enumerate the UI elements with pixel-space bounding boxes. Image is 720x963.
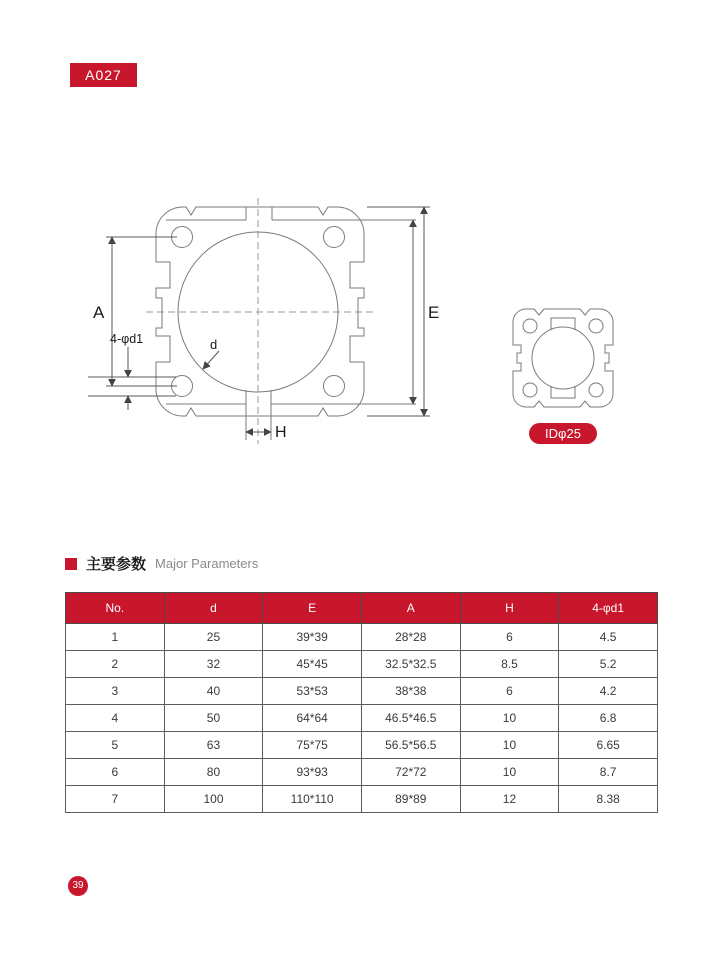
table-cell: 39*39 [263,624,362,651]
table-cell: 6 [66,759,165,786]
table-cell: 28*28 [361,624,460,651]
corner-hole [523,319,537,333]
table-cell: 12 [460,786,559,813]
table-row [66,651,658,678]
table-row [66,678,658,705]
table-row [66,624,658,651]
dimension-label-h: H [275,424,287,441]
table-cell: 4.5 [559,624,658,651]
corner-hole [589,383,603,397]
table-cell: 8.38 [559,786,658,813]
variant-id-badge: IDφ25 [529,423,597,444]
section-bullet-square [65,558,77,570]
column-header: E [263,593,362,624]
small-bore-tabs [551,318,575,398]
table-cell: 8.5 [460,651,559,678]
table-cell: 46.5*46.5 [361,705,460,732]
table-row [66,786,658,813]
table-cell: 25 [164,624,263,651]
table-cell: 3 [66,678,165,705]
table-cell: 72*72 [361,759,460,786]
corner-hole [589,319,603,333]
parameters-table [65,592,658,813]
column-header: H [460,593,559,624]
table-cell: 32.5*32.5 [361,651,460,678]
small-outer-profile-path [513,309,613,407]
table-cell: 6.8 [559,705,658,732]
table-cell: 89*89 [361,786,460,813]
table-cell: 63 [164,732,263,759]
small-bore-circle [532,327,594,389]
column-header: A [361,593,460,624]
table-cell: 80 [164,759,263,786]
table-cell: 10 [460,759,559,786]
table-cell: 2 [66,651,165,678]
column-header: 4-φd1 [559,593,658,624]
table-cell: 40 [164,678,263,705]
table-cell: 6 [460,678,559,705]
table-cell: 38*38 [361,678,460,705]
table-row [66,705,658,732]
table-cell: 75*75 [263,732,362,759]
corner-hole [324,376,345,397]
section-header [65,553,258,574]
parameters-table-wrap [65,592,658,813]
table-cell: 8.7 [559,759,658,786]
page-number-badge: 39 [68,876,88,896]
section-title: 主要参数 [86,556,147,573]
table-cell: 45*45 [263,651,362,678]
table-head [66,593,658,624]
corner-hole [523,383,537,397]
dimension-label-d1: 4-φd1 [110,332,144,346]
table-cell: 50 [164,705,263,732]
table-cell: 56.5*56.5 [361,732,460,759]
dimension-a [93,237,177,386]
table-cell: 93*93 [263,759,362,786]
table-body [66,624,658,813]
table-cell: 53*53 [263,678,362,705]
centerlines [146,198,376,444]
table-cell: 5 [66,732,165,759]
table-cell: 6 [460,624,559,651]
table-cell: 64*64 [263,705,362,732]
table-cell: 4.2 [559,678,658,705]
table-row [66,732,658,759]
column-header: d [164,593,263,624]
table-cell: 10 [460,732,559,759]
dimension-label-e: E [428,303,440,322]
table-row [66,759,658,786]
section-title-en: Major Parameters [155,556,259,571]
table-cell: 6.65 [559,732,658,759]
main-profile-drawing [80,190,440,450]
table-cell: 1 [66,624,165,651]
table-cell: 32 [164,651,263,678]
small-profile-drawing [500,295,630,420]
model-code-badge: A027 [70,63,137,87]
table-cell: 4 [66,705,165,732]
corner-hole [324,227,345,248]
dimension-h [246,424,287,441]
table-header-row [66,593,658,624]
table-cell: 110*110 [263,786,362,813]
small-corner-holes [523,319,603,397]
table-cell: 7 [66,786,165,813]
dimension-label-d: d [210,337,218,352]
dimension-label-a: A [93,303,105,322]
table-cell: 5.2 [559,651,658,678]
table-cell: 100 [164,786,263,813]
bore-leader [203,337,219,369]
dimension-d1 [88,332,176,410]
table-cell: 10 [460,705,559,732]
dimension-e [367,207,439,416]
inner-detail-lines [166,207,416,440]
column-header: No. [66,593,165,624]
